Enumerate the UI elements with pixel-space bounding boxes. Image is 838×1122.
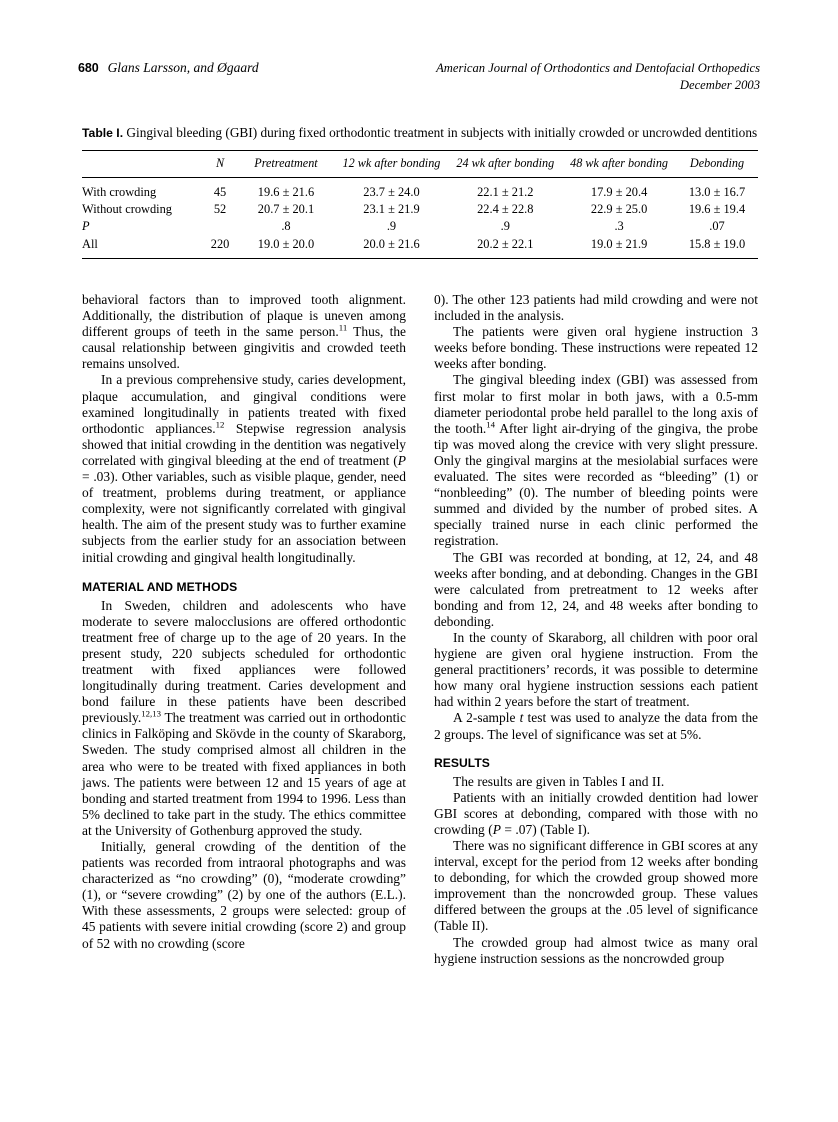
column-header-debonding: Debonding [676, 150, 758, 177]
table-row [82, 177, 758, 201]
column-header-48wk: 48 wk after bonding [562, 150, 676, 177]
right-column [434, 292, 758, 967]
cell-pretreatment: 19.0 ± 20.0 [257, 236, 315, 251]
paragraph-text-cont: test was used to analyze the data from the 2 groups. The level of significance was set at 5%. [434, 710, 758, 742]
journal-title: American Journal of Orthodontics and Dentofacial Orthopedics [436, 61, 760, 75]
table-row [82, 218, 758, 235]
paragraph-text-cont: After light air-drying of the gingiva, the probe tip was moved along the crevice with very slight pressure. Only the gingival margins at the mesiolabial surfaces were evaluated. The sites were recorded as “bleeding” (1) or “nonbleeding” (0). The number of bleeding points were summed and divided by the number of probed sites. A specially trained nurse in each clinic performed the registration. [434, 420, 759, 549]
gbi-table [82, 150, 758, 258]
reference-marker: 14 [486, 419, 496, 430]
issue-date: December 2003 [679, 77, 760, 92]
body-columns [82, 292, 758, 967]
table-header-row [82, 150, 758, 177]
cell-pretreatment: 20.7 ± 20.1 [257, 201, 315, 216]
paragraph [434, 790, 758, 838]
paragraph: There was no significant difference in GBI scores at any interval, except for the period from 12 weeks after bonding to debonding, for which the crowded group showed more improvement than the noncrowded group. These values differed between the groups at the .05 level of significance (Table II). [434, 838, 758, 934]
row-label-without-crowding: Without crowding [82, 201, 173, 216]
paragraph [82, 292, 406, 372]
paragraph: Initially, general crowding of the dentition of the patients was recorded from intraoral photographs and was characterized as “no crowding” (0), “moderate crowding” (1), or “severe crowding” (2) by one of the authors (E.L.). With these assessments, 2 groups were selected: group of 45 patients with severe initial crowding (score 2) and group of 52 with no crowding (score [82, 839, 406, 951]
paragraph-text: behavioral factors than to improved tooth alignment. Additionally, the distribution of plaque is uneven among different groups of teeth in the same person. [82, 292, 406, 340]
cell-debonding: 13.0 ± 16.7 [688, 184, 746, 199]
italic-p: P [492, 821, 501, 837]
paragraph-text-cont: The treatment was carried out in orthodontic clinics in Falköping and Skövde in the county of Skaraborg, Sweden. The study comprised almost all children in the area who were to be treated with fixed appliances in both jaws. The patients were between 12 and 15 years of age at bonding and started treatment from 1994 to 1996. Less than 5% declined to take part in the study. The ethics committee at the University of Gothenburg approved the study. [82, 710, 406, 838]
paragraph-text: In a previous comprehensive study, caries development, plaque accumulation, and gingival conditions were examined longitudinally in patients treated with fixed orthodontic appliances. [82, 372, 406, 436]
cell-n [203, 218, 238, 235]
section-heading-results: RESULTS [434, 755, 490, 770]
cell-debonding: 15.8 ± 19.0 [688, 236, 746, 251]
cell-24wk: .9 [500, 219, 510, 234]
section-heading-material-and-methods: MATERIAL AND METHODS [82, 579, 238, 594]
paragraph-text-cont: Stepwise regression analysis showed that initial crowding in the dentition was negatively correlated with gingival bleeding at the end of treatment ( [82, 420, 406, 468]
italic-p: P [397, 452, 406, 468]
paragraph [434, 372, 758, 549]
left-column [82, 292, 406, 967]
italic-t: t [519, 710, 524, 726]
row-label-p-value: P [82, 219, 90, 234]
paragraph: 0). The other 123 patients had mild crowding and were not included in the analysis. [434, 292, 758, 324]
cell-n: 52 [213, 201, 227, 216]
page-number: 680 [78, 61, 99, 75]
cell-debonding: 19.6 ± 19.4 [688, 201, 746, 216]
paragraph: In the county of Skaraborg, all children with poor oral hygiene are given oral hygiene instruction. From the general practitioners’ records, it was possible to determine how many oral hygiene instruction sessions each patient had within 2 years before the start of treatment. [434, 629, 758, 710]
table-bottom-rule [82, 258, 758, 259]
paragraph-text-cont2: = .03). Other variables, such as visible plaque, gender, need of treatment, problems during treatment, or appliance complexity, were not significantly correlated with gingival health. The aim of the present study was to further examine subjects from the earlier study for an association between initial crowding and gingival health longitudinally. [82, 469, 406, 565]
cell-debonding: .07 [709, 219, 725, 234]
paragraph-text: Patients with an initially crowded dentition had lower GBI scores at debonding, compared with those with no crowding ( [434, 789, 758, 837]
cell-12wk: .9 [386, 219, 397, 234]
cell-pretreatment: .8 [281, 219, 291, 234]
cell-12wk: 20.0 ± 21.6 [363, 236, 420, 251]
paragraph-text-cont: = .07) (Table I). [500, 821, 591, 837]
paragraph: The crowded group had almost twice as many oral hygiene instruction sessions as the noncrowded group [434, 934, 758, 966]
column-header-pretreatment: Pretreatment [237, 150, 334, 177]
row-label-with-crowding: With crowding [82, 184, 157, 199]
paragraph: The GBI was recorded at bonding, at 12, 24, and 48 weeks after bonding, and at debonding. Changes in the GBI were calculated from pretreatment to 12 weeks after bonding and from 12, 24, and 48 weeks after bonding to debonding. [434, 549, 758, 629]
table-row [82, 235, 758, 257]
table-block [82, 124, 758, 259]
paragraph: The patients were given oral hygiene instruction 3 weeks before bonding. These instructions were repeated 12 weeks after bonding. [434, 324, 758, 372]
row-label-all: All [82, 236, 98, 251]
paragraph: The results are given in Tables I and II. [453, 773, 665, 789]
table-caption [82, 124, 758, 143]
cell-24wk: 22.1 ± 21.2 [477, 184, 534, 199]
cell-n: 45 [213, 184, 227, 199]
running-head-right [436, 60, 760, 93]
table-row [82, 201, 758, 218]
column-header-24wk: 24 wk after bonding [448, 150, 562, 177]
paragraph [434, 710, 758, 742]
cell-48wk: .3 [614, 219, 624, 234]
column-header-blank [82, 150, 203, 177]
paragraph-text-cont: Thus, the causal relationship between gingivitis and crowded teeth remains unsolved. [82, 324, 407, 372]
cell-48wk: 17.9 ± 20.4 [590, 184, 648, 199]
running-head-left [78, 60, 259, 76]
cell-pretreatment: 19.6 ± 21.6 [257, 184, 315, 199]
running-head-authors: Glans Larsson, and Øgaard [107, 60, 259, 75]
paragraph-text: In Sweden, children and adolescents who have moderate to severe malocclusions are offered orthodontic treatment free of charge up to the age of 20 years. In the present study, 220 subjects scheduled for orthodontic treatment with fixed appliances were followed longitudinally during treatment. Caries development and bond failure in these patients have been described previously. [82, 597, 406, 726]
running-head [78, 60, 760, 93]
cell-48wk: 19.0 ± 21.9 [590, 236, 648, 251]
cell-24wk: 22.4 ± 22.8 [477, 201, 534, 216]
paragraph-text: A 2-sample [453, 710, 520, 726]
paragraph [82, 598, 406, 839]
table-label: Table I. [82, 126, 124, 140]
cell-24wk: 20.2 ± 22.1 [477, 236, 534, 251]
reference-marker: 12 [215, 419, 225, 430]
cell-48wk: 22.9 ± 25.0 [590, 201, 648, 216]
table-caption-text: Gingival bleeding (GBI) during fixed orthodontic treatment in subjects with initially crowded or uncrowded dentitions [126, 125, 758, 140]
column-header-n: N [203, 150, 238, 177]
paragraph-text: The gingival bleeding index (GBI) was assessed from first molar to first molar in both jaws, with a 0.5-mm diameter periodontal probe held parallel to the long axis of the tooth. [434, 372, 758, 436]
cell-12wk: 23.1 ± 21.9 [363, 201, 420, 216]
column-header-12wk: 12 wk after bonding [335, 150, 449, 177]
cell-n: 220 [210, 236, 230, 251]
reference-marker: 11 [338, 322, 348, 333]
paragraph [82, 372, 406, 565]
reference-marker: 12,13 [141, 708, 162, 719]
cell-12wk: 23.7 ± 24.0 [363, 184, 420, 199]
